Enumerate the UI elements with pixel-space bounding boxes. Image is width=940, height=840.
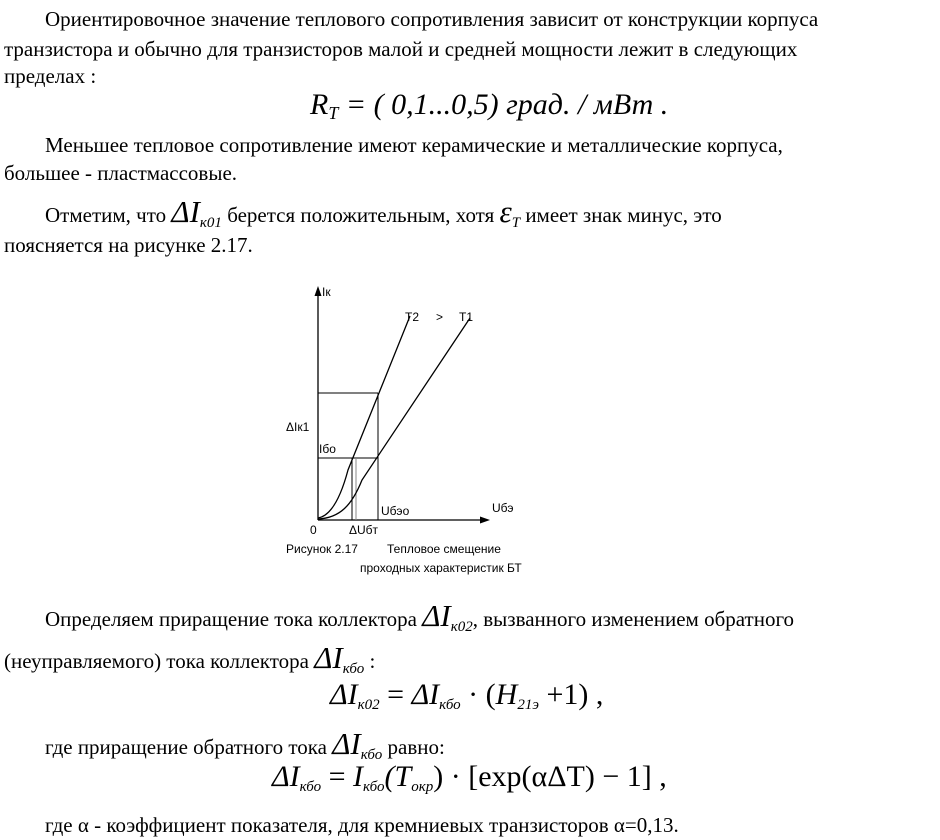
caption-number: Рисунок 2.17 — [286, 542, 358, 556]
f2-lhs: ΔI — [272, 760, 300, 793]
intro-line-1: Ориентировочное значение теплового сопротивления зависит от конструкции корпуса — [45, 7, 819, 31]
curve-t1-label: T1 — [459, 310, 474, 324]
note-eps-symbol: ε — [499, 194, 512, 229]
increment-line2-sub: кбо — [342, 661, 365, 677]
curve-t1 — [318, 318, 470, 519]
note-di-symbol: ΔI — [171, 194, 200, 229]
formula-rt-rest: = ( 0,1...0,5) град. / мВт . — [338, 88, 669, 121]
x-axis-label: Uбэ — [492, 501, 514, 515]
note-before: Отметим, что — [45, 203, 172, 227]
increment-sub: к02 — [450, 619, 473, 635]
increment-after: , вызванного изменением обратного — [472, 607, 795, 631]
f1-lhs-sub: к02 — [357, 697, 380, 713]
figure-2-17 — [270, 280, 570, 585]
increment-line2-before: (неуправляемого) тока коллектора — [4, 649, 315, 673]
f2-paren-sub: окр — [411, 779, 434, 795]
alpha-line: где α - коэффициент показателя, для кремниевых транзисторов α=0,13. — [45, 813, 679, 837]
increment-line-1 — [45, 600, 794, 635]
note-line-1 — [45, 196, 722, 231]
f2-rhs-sub: кбо — [363, 779, 385, 795]
f2-paren: (T — [384, 760, 412, 793]
note-middle: берется положительным, хотя — [221, 203, 500, 227]
f1-rhs1: ΔI — [411, 678, 440, 711]
y-axis-arrow — [315, 286, 322, 296]
note-eps-sub: Т — [511, 215, 521, 231]
increment-line2-after: : — [364, 649, 376, 673]
f1-h: H — [495, 678, 518, 711]
f1-lhs: ΔI — [330, 678, 358, 711]
note-after: имеет знак минус, это — [520, 203, 722, 227]
intro-line-2: транзистора и обычно для транзисторов малой и средней мощности лежит в следующих — [4, 37, 798, 61]
formula-dik02 — [330, 680, 603, 713]
casing-line-2: большее - пластмассовые. — [4, 161, 238, 185]
increment-line2-symbol: ΔI — [314, 640, 343, 675]
compare-label: > — [436, 310, 444, 324]
caption-line-2: проходных характеристик БТ — [360, 561, 522, 575]
where-line — [45, 728, 445, 763]
casing-line-1 — [45, 135, 936, 156]
f2-rhs: I — [353, 760, 364, 793]
where-symbol: ΔI — [332, 726, 361, 761]
delta-ik-label: ΔIк1 — [286, 420, 310, 434]
x-axis-arrow — [480, 517, 490, 524]
f1-eq: = — [379, 678, 412, 711]
formula-rt-symbol: R — [310, 88, 329, 121]
f2-eq: = — [321, 760, 354, 793]
y-axis-label: Iк — [322, 285, 331, 299]
formula-rt-sub: Т — [328, 103, 339, 123]
f2-tail: ) · [exp(αΔT) − 1] , — [433, 760, 667, 793]
where-before: где приращение обратного тока — [45, 735, 333, 759]
casing-line-1-text: Меньшее тепловое сопротивление имеют керамические и металлические корпуса, — [45, 133, 783, 157]
where-sub: кбо — [360, 747, 383, 763]
f1-tail: +1) , — [538, 678, 604, 711]
curve-t2-label: T2 — [405, 310, 420, 324]
delta-ubt-label: ΔUбт — [349, 523, 379, 537]
where-after: равно: — [382, 735, 445, 759]
f1-rhs1-sub: кбо — [439, 697, 461, 713]
formula-thermal-resistance — [310, 90, 668, 122]
ubeo-label: Uбэо — [381, 504, 410, 518]
formula-dikbo — [272, 762, 667, 795]
origin-label: 0 — [310, 523, 317, 537]
note-line-2: поясняется на рисунке 2.17. — [4, 233, 253, 257]
increment-symbol: ΔI — [422, 598, 451, 633]
note-di-sub: к01 — [199, 215, 222, 231]
intro-line-3: пределах : — [4, 64, 97, 88]
f1-dot: · ( — [460, 678, 496, 711]
increment-line-2 — [4, 642, 375, 677]
caption-line-1: Тепловое смещение — [387, 542, 501, 556]
f2-lhs-sub: кбо — [299, 779, 322, 795]
curve-t2 — [318, 316, 410, 518]
f1-h-sub: 21э — [517, 697, 539, 713]
ibo-label: Iбо — [319, 442, 336, 456]
increment-before: Определяем приращение тока коллектора — [45, 607, 423, 631]
